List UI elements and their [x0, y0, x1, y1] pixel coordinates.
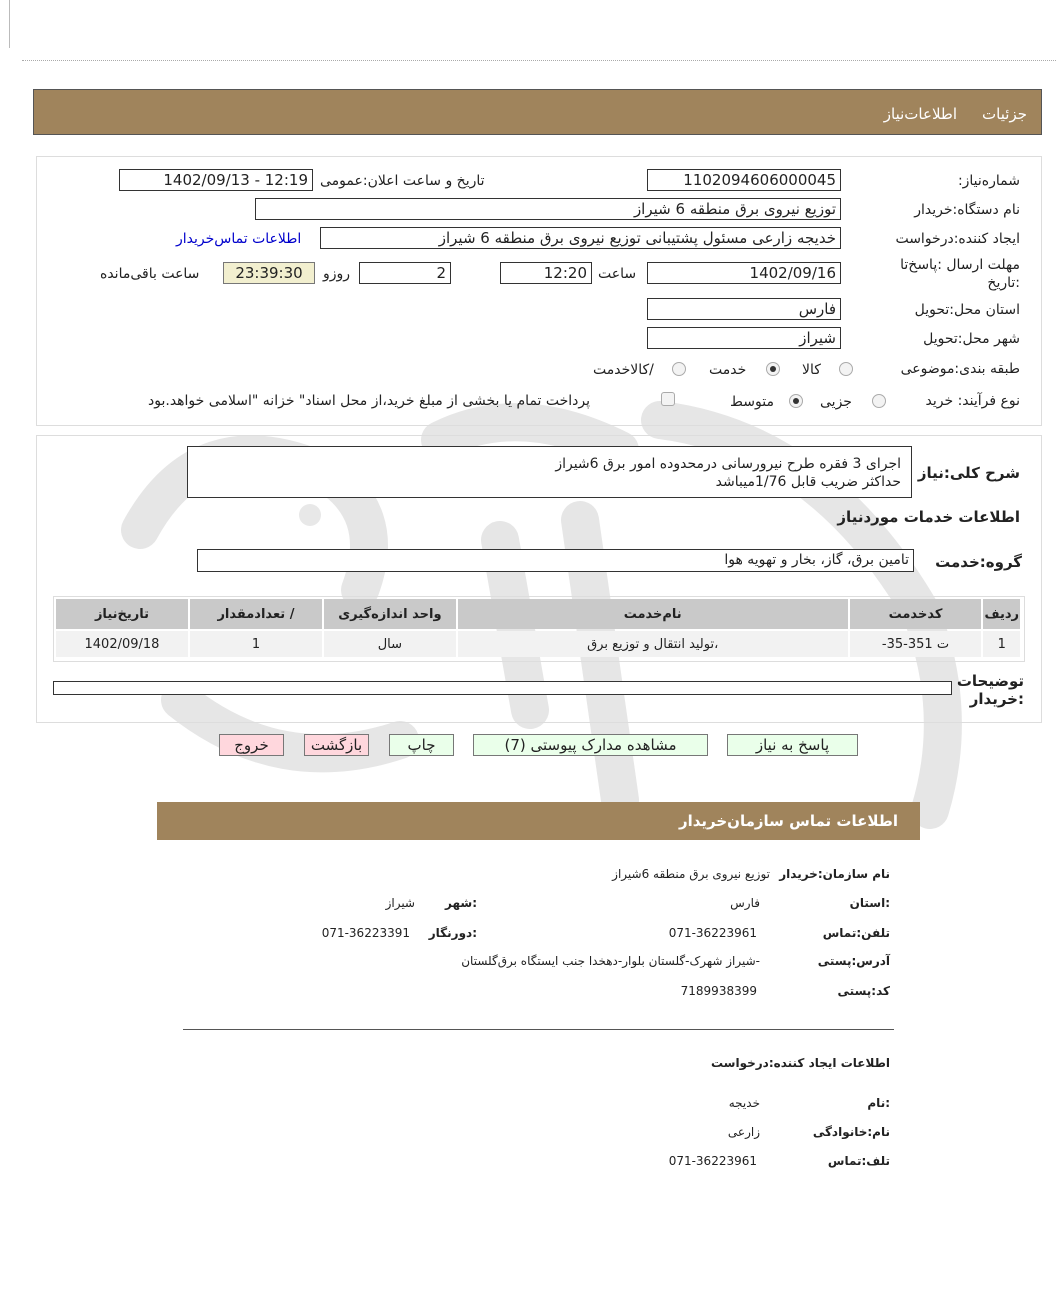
contact-address-label: آدرس:پستی: [817, 954, 890, 968]
col-quantity: / تعدادمقدار: [190, 599, 322, 629]
items-table-frame: [53, 596, 1025, 662]
col-service-name: نام‌خدمت: [458, 599, 848, 629]
cell-service-code: ت 351-35-: [850, 631, 982, 657]
service-group-field: تامین برق، گاز، بخار و تهویه هوا: [197, 549, 914, 572]
cell-quantity: 1: [190, 631, 322, 657]
deadline-time-field: 12:20: [500, 262, 592, 284]
deadline-label: مهلت ارسال :پاسخ‌تا :تاریخ: [900, 257, 1020, 291]
contact-org-value: توزیع نیروی برق منطقه 6شیراز: [612, 867, 770, 881]
contact-fax-label: :دورنگار: [428, 926, 477, 940]
remaining-label: ساعت باقی‌مانده: [100, 266, 200, 282]
treasury-payment-checkbox[interactable]: [661, 392, 675, 406]
treasury-payment-note: پرداخت تمام یا بخشی از مبلغ خرید،از محل اسناد" خزانه "اسلامی خواهد.بود: [148, 393, 591, 409]
description-line-2: حداکثر ضریب قابل 1/76میباشد: [715, 474, 901, 490]
table-row: [56, 631, 1020, 657]
creator-label: ایجاد کننده:درخواست: [895, 231, 1020, 247]
process-label: نوع فرآیند: خرید: [925, 393, 1020, 409]
deadline-date-field: 1402/09/16: [647, 262, 841, 284]
days-field: 2: [359, 262, 451, 284]
contact-org-label: نام سازمان:خریدار: [779, 867, 890, 881]
service-group-label: گروه:خدمت: [935, 553, 1022, 571]
process-option-minor: جزیی: [820, 394, 852, 410]
creator-field: خدیجه زارعی مسئول پشتیبانی توزیع نیروی برق منطقه 6 شیراز: [320, 227, 841, 249]
contact-postal-value: 7189938399: [680, 984, 757, 998]
announce-datetime-label: تاریخ و ساعت اعلان:عمومی: [320, 173, 485, 189]
tab-need-info[interactable]: اطلاعات‌نیاز: [883, 105, 957, 123]
remaining-time-field: 23:39:30: [223, 262, 315, 284]
buyer-org-label: نام دستگاه:خریدار: [914, 202, 1020, 218]
reply-button[interactable]: پاسخ به نیاز: [727, 734, 858, 756]
description-box: [187, 446, 912, 498]
services-title: اطلاعات خدمات موردنیاز: [837, 508, 1020, 526]
contact-section-title: اطلاعات تماس سازمان‌خریدار: [678, 812, 898, 830]
creator-phone-value: 071-36223961: [668, 1154, 757, 1168]
category-option-service: خدمت: [709, 362, 747, 378]
contact-section-header: [157, 802, 920, 840]
announce-datetime-field: 1402/09/13 - 12:19: [119, 169, 313, 191]
contact-city-label: :شهر: [445, 896, 477, 910]
need-number-field: 1102094606000045: [647, 169, 841, 191]
buyer-notes-label: توضیحات :خریدار: [956, 672, 1024, 708]
province-field: فارس: [647, 298, 841, 320]
need-number-label: شماره‌نیاز:: [957, 173, 1020, 189]
buyer-contact-link[interactable]: اطلاعات تماس‌خریدار: [176, 231, 302, 247]
exit-button[interactable]: خروج: [219, 734, 284, 756]
tab-details[interactable]: جزئیات: [982, 105, 1027, 123]
contact-city-value: شیراز: [385, 896, 415, 910]
dotted-divider: [22, 60, 1056, 61]
creator-name-value: خدیجه: [728, 1096, 760, 1110]
contact-divider: [183, 1029, 894, 1030]
process-radio-medium[interactable]: [789, 394, 803, 408]
col-unit: واحد اندازه‌گیری: [324, 599, 456, 629]
category-option-goods-service: /کالاخدمت: [593, 362, 654, 378]
col-row: ردیف: [983, 599, 1020, 629]
city-field: شیراز: [647, 327, 841, 349]
back-button[interactable]: بازگشت: [304, 734, 369, 756]
col-service-code: کدخدمت: [850, 599, 982, 629]
buyer-org-field: توزیع نیروی برق منطقه 6 شیراز: [255, 198, 841, 220]
process-radio-minor[interactable]: [872, 394, 886, 408]
contact-province-value: فارس: [730, 896, 760, 910]
contact-phone-value: 071-36223961: [668, 926, 757, 940]
contact-address-value: -شیراز شهرک-گلستان بلوار-دهخدا جنب ایستگاه برق‌گلستان: [461, 954, 760, 968]
col-need-date: تاریخ‌نیاز: [56, 599, 188, 629]
category-option-goods: کالا: [802, 362, 821, 378]
description-label: شرح کلی:نیاز: [917, 464, 1020, 482]
contact-province-label: :استان: [849, 896, 890, 910]
view-attachments-button[interactable]: مشاهده مدارک پیوستی (7): [473, 734, 708, 756]
creator-phone-label: تلف:تماس: [827, 1154, 890, 1168]
contact-phone-label: تلفن:تماس: [822, 926, 890, 940]
process-option-medium: متوسط: [730, 394, 774, 410]
category-radio-goods[interactable]: [839, 362, 853, 376]
category-radio-goods-service[interactable]: [672, 362, 686, 376]
province-label: استان محل:تحویل: [914, 302, 1020, 318]
deadline-time-label: ساعت: [598, 266, 637, 282]
header-bar: [33, 89, 1042, 135]
creator-info-title: اطلاعات ایجاد کننده:درخواست: [710, 1056, 890, 1070]
category-radio-service[interactable]: [766, 362, 780, 376]
city-label: شهر محل:تحویل: [923, 331, 1020, 347]
creator-name-label: :نام: [867, 1096, 890, 1110]
days-label: روزو: [323, 266, 351, 282]
cell-row: 1: [983, 631, 1020, 657]
contact-postal-label: کد:پستی: [837, 984, 890, 998]
cell-need-date: 1402/09/18: [56, 631, 188, 657]
buyer-notes-field: [53, 681, 952, 695]
items-table-header: [56, 599, 1020, 629]
creator-family-label: نام:خانوادگی: [812, 1125, 890, 1139]
creator-family-value: زارعی: [727, 1125, 760, 1139]
cell-service-name: ،تولید انتقال و توزیع برق: [458, 631, 848, 657]
description-line-1: اجرای 3 فقره طرح نیرورسانی درمحدوده امور برق 6شیراز: [555, 456, 901, 472]
cell-unit: سال: [324, 631, 456, 657]
print-button[interactable]: چاپ: [389, 734, 454, 756]
contact-fax-value: 071-36223391: [321, 926, 410, 940]
page-border-left: [9, 0, 10, 48]
items-table: [54, 597, 1022, 659]
category-label: طبقه بندی:موضوعی: [900, 361, 1020, 377]
